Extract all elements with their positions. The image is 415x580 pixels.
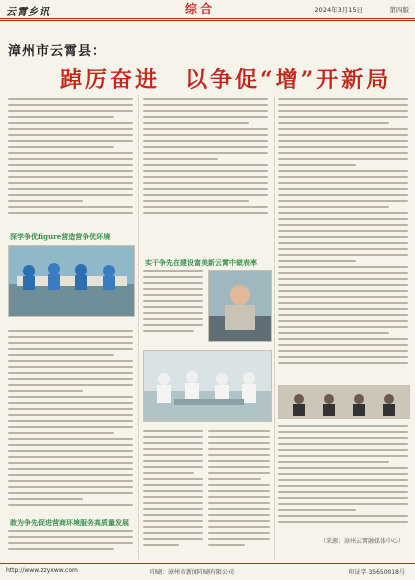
column-divider-1 [138, 95, 139, 560]
body-text-column-3 [278, 98, 408, 378]
lab-workers-image [144, 351, 271, 421]
photo-inspection [208, 270, 272, 342]
page-number: 第四版 [389, 6, 409, 14]
photo-meeting [278, 385, 410, 419]
article-title: 踔厉奋进 以争促“增”开新局 [60, 67, 392, 93]
header-rule-thin [0, 20, 415, 21]
footer-printer: 印刷：漳州市新闻印刷有限公司 [150, 569, 235, 576]
footer-url[interactable]: http://www.zzyxww.com [6, 567, 78, 574]
header-rule [0, 18, 415, 19]
column-divider-2 [274, 95, 275, 560]
footer-permit: 印证字 35650018号 [348, 569, 405, 576]
masthead [0, 0, 415, 20]
body-text-column-2c [143, 430, 203, 558]
photo-workers-1 [8, 245, 135, 317]
section-heading-3: 敢为争先促进营商环境服务高质量发展 [10, 518, 129, 527]
photo-lab-workers [143, 350, 272, 422]
body-text-column-2d [208, 430, 270, 558]
body-text-column-3b [278, 425, 408, 530]
section-heading-1: 深学争优figure营造营争优环境 [10, 232, 111, 241]
body-text-column-2 [143, 98, 268, 222]
section-heading-2: 实干争先在建设富美新云霄中做表率 [145, 258, 257, 267]
article-subtitle: 漳州市云霄县： [8, 44, 107, 59]
body-text-column-2b [143, 270, 203, 340]
factory-scene-image [9, 246, 134, 316]
body-text-column-1 [8, 98, 133, 222]
footer-rule [0, 563, 415, 564]
meeting-scene-image [279, 386, 409, 418]
body-text-column-1c [8, 530, 133, 558]
article-credit: （来源：漳州云霄融媒体中心） [320, 538, 405, 545]
worker-portrait-image [209, 271, 271, 341]
body-text-column-1b [8, 330, 133, 510]
issue-date: 2024年3月15日 [314, 6, 363, 14]
brand-name: 云霄乡讯 [6, 7, 50, 18]
section-title: 综合 [185, 2, 216, 16]
